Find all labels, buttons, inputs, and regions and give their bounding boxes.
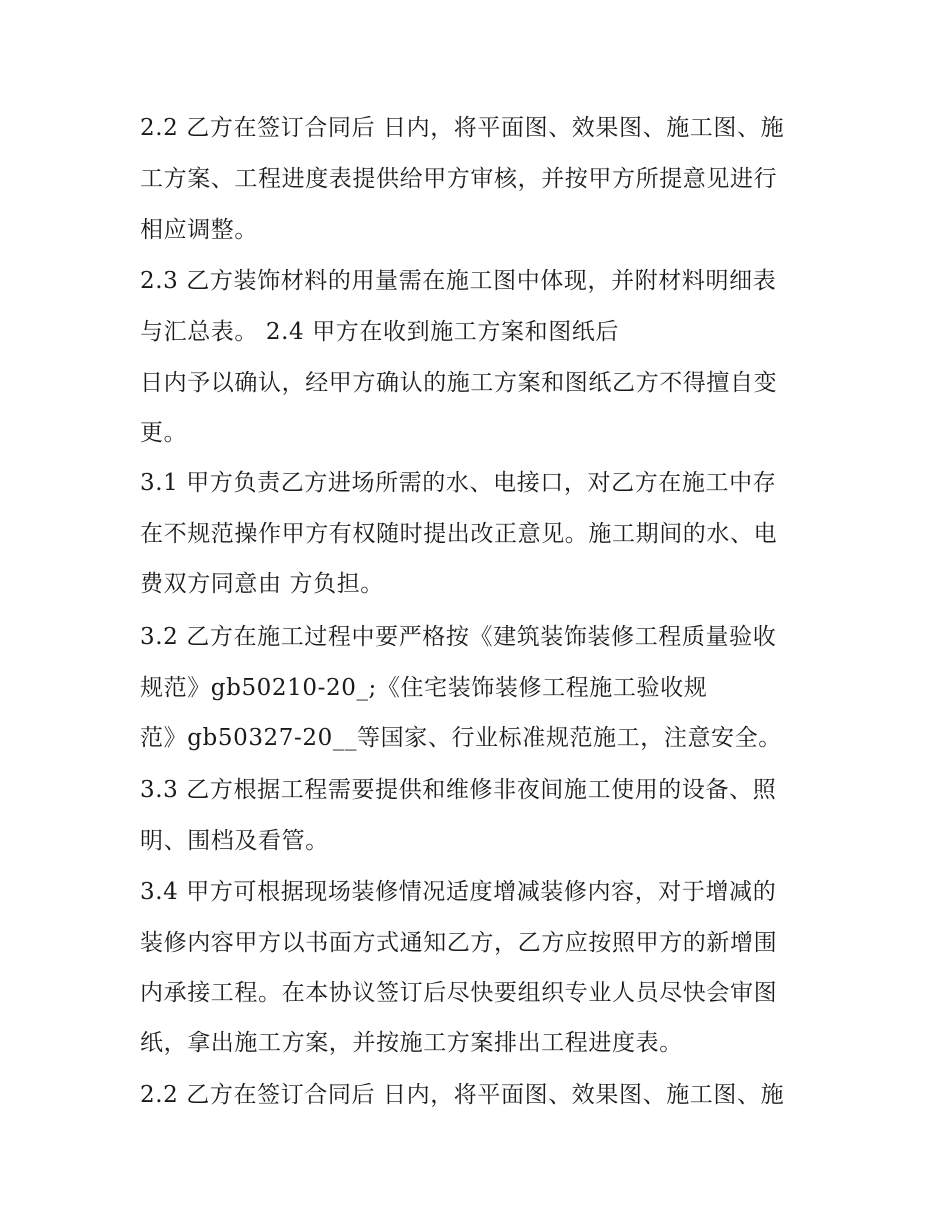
text-line: 相应调整。 bbox=[140, 217, 258, 243]
text-line: 与汇总表。 2.4 甲方在收到施工方案和图纸后 bbox=[140, 319, 619, 345]
text-line: 装修内容甲方以书面方式通知乙方，乙方应按照甲方的新增围 bbox=[140, 930, 778, 956]
text-line: 日内予以确认，经甲方确认的施工方案和图纸乙方不得擅自变 bbox=[140, 370, 778, 396]
text-line: 明、围档及看管。 bbox=[140, 828, 329, 854]
text-line: 范》gb50327-20__等国家、行业标准规范施工，注意安全。 bbox=[140, 725, 782, 751]
text-line: 费双方同意由 方负担。 bbox=[140, 571, 384, 597]
text-line: 3.1 甲方负责乙方进场所需的水、电接口，对乙方在施工中存 bbox=[140, 470, 777, 496]
text-line: 3.4 甲方可根据现场装修情况适度增减装修内容，对于增减的 bbox=[140, 879, 777, 905]
text-line: 规范》gb50210-20_;《住宅装饰装修工程施工验收规 bbox=[140, 675, 708, 701]
text-line: 纸，拿出施工方案，并按施工方案排出工程进度表。 bbox=[140, 1030, 683, 1056]
text-line: 2.3 乙方装饰材料的用量需在施工图中体现，并附材料明细表 bbox=[140, 268, 777, 294]
text-line: 2.2 乙方在签订合同后 日内，将平面图、效果图、施工图、施 bbox=[140, 115, 785, 141]
text-line: 工方案、工程进度表提供给甲方审核，并按甲方所提意见进行 bbox=[140, 166, 778, 192]
text-line: 3.2 乙方在施工过程中要严格按《建筑装饰装修工程质量验收 bbox=[140, 624, 777, 650]
text-line: 3.3 乙方根据工程需要提供和维修非夜间施工使用的设备、照 bbox=[140, 777, 777, 803]
text-line: 2.2 乙方在签订合同后 日内，将平面图、效果图、施工图、施 bbox=[140, 1082, 785, 1108]
text-line: 在不规范操作甲方有权随时提出改正意见。施工期间的水、电 bbox=[140, 521, 778, 547]
text-line: 内承接工程。在本协议签订后尽快要组织专业人员尽快会审图 bbox=[140, 980, 778, 1006]
text-line: 更。 bbox=[140, 420, 188, 446]
